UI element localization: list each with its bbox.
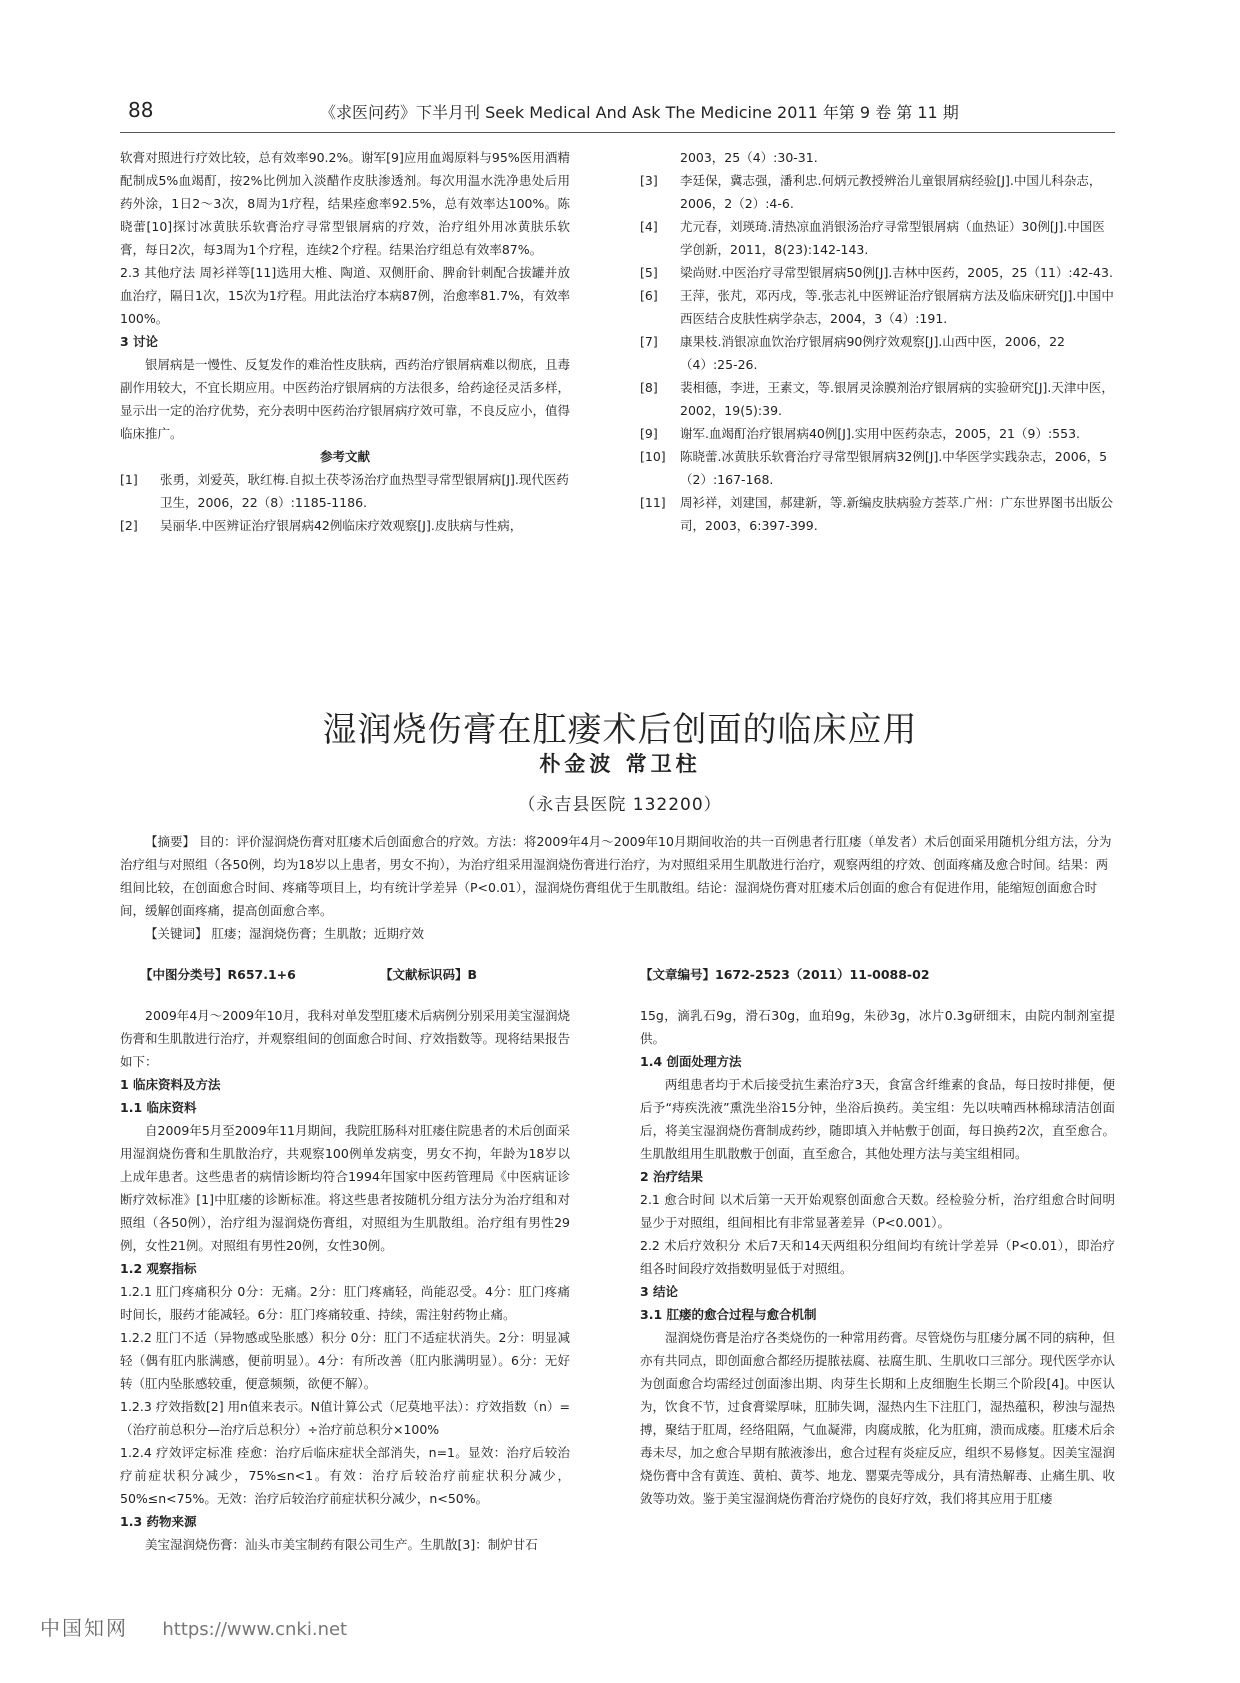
previous-article-right-column: [640, 146, 1115, 537]
reference-text: 谢军.血竭酊治疗银屑病40例[J].实用中医药杂志，2005，21（9）:553.: [680, 426, 1081, 441]
page-footer: [40, 1612, 347, 1641]
article-number: 【文章编号】1672-2523（2011）11-0088-02: [640, 967, 930, 982]
paragraph: 2009年4月～2009年10月，我科对单发型肛瘘术后病例分别采用美宝湿润烧伤膏和生肌散进行治疗，并观察组间的创面愈合时间、疗效指数等。现将结果报告如下：: [120, 1008, 571, 1069]
paragraph: 自2009年5月至2009年11月期间，我院肛肠科对肛瘘住院患者的术后创面采用湿润烧伤膏和生肌散治疗，共观察100例单发病变，男女不拘，年龄为18岁以上成年患者。这些患者的病情诊断均符合1994年国家中医药管理局《中医病证诊断疗效标准》[1]中肛瘘的诊断标准。将这些患者按随机分组方法分为治疗组和对照组（各50例），治疗组为湿润烧伤膏组，对照组为生肌散组。治疗组有男性29例，女性21例。对照组有男性20例，女性30例。: [120, 1123, 570, 1253]
reference-item: [120, 468, 570, 514]
article-affiliation: （永吉县医院 132200）: [518, 795, 722, 815]
reference-text: 裴相德，李进，王素文，等.银屑灵涂膜剂治疗银屑病的实验研究[J].天津中医，2002，19(5):39.: [680, 380, 1114, 418]
reference-item: [640, 330, 1115, 376]
page-header: [120, 96, 1115, 130]
reference-text: 2003，25（4）:30-31.: [680, 150, 818, 165]
reference-number: [5]: [640, 265, 658, 280]
abstract-block: [120, 830, 1115, 945]
reference-item: [640, 376, 1115, 422]
reference-text: 康果枝.消银凉血饮治疗银屑病90例疗效观察[J].山西中医，2006，22（4）:25-26.: [680, 334, 1066, 372]
article-body-right-column: [640, 1004, 1115, 1510]
paragraph: 2.1 愈合时间 以术后第一天开始观察创面愈合天数。经检验分析，治疗组愈合时间明显少于对照组，组间相比有非常显著差异（P<0.001）。: [640, 1192, 1115, 1230]
reference-number: [10]: [640, 449, 666, 464]
keywords-line: 【关键词】 肛瘘；湿润烧伤膏；生肌散；近期疗效: [145, 926, 424, 941]
reference-text: 王萍，张芃，邓丙戌，等.张志礼中医辨证治疗银屑病方法及临床研究[J].中国中西医结合皮肤性病学杂志，2004，3（4）:191.: [680, 288, 1114, 326]
reference-text: 张勇，刘爱英，耿红梅.自拟土茯苓汤治疗血热型寻常型银屑病[J].现代医药卫生，2006，22（8）:1185-1186.: [160, 472, 569, 510]
section-heading: 1.1 临床资料: [120, 1100, 197, 1115]
reference-text: 陈晓蕾.冰黄肤乐软膏治疗寻常型银屑病32例[J].中华医学实践杂志，2006，5（2）:167-168.: [680, 449, 1108, 487]
paragraph: 2.3 其他疗法 周衫祥等[11]选用大椎、陶道、双侧肝俞、脾俞针刺配合拔罐并放血治疗，隔日1次，15次为1疗程。用此法治疗本病87例，治愈率81.7%，有效率100%。: [120, 265, 570, 326]
reference-number: [3]: [640, 173, 658, 188]
reference-number: [9]: [640, 426, 658, 441]
section-heading: 3.1 肛瘘的愈合过程与愈合机制: [640, 1307, 817, 1322]
document-code: 【文献标识码】B: [380, 967, 478, 982]
paragraph: 15g，滴乳石9g，滑石30g，血珀9g，朱砂3g，冰片0.3g研细末，由院内制剂室提供。: [640, 1008, 1115, 1046]
previous-article-left-column: [120, 146, 570, 537]
reference-item: [120, 514, 570, 537]
reference-number: [2]: [120, 518, 138, 533]
reference-text: 李廷保，冀志强，潘利忠.何炳元教授辨治儿童银屑病经验[J].中国儿科杂志，2006，2（2）:4-6.: [680, 173, 1102, 211]
reference-number: [640, 146, 680, 169]
section-heading: 1.4 创面处理方法: [640, 1054, 742, 1069]
reference-number: [1]: [120, 472, 138, 487]
abstract-text: 【摘要】 目的：评价湿润烧伤膏对肛瘘术后创面愈合的疗效。方法：将2009年4月～2009年10月期间收治的共一百例患者行肛瘘（单发者）术后创面采用随机分组方法，分为治疗组与对照组（各50例，均为18岁以上患者，男女不拘），为治疗组采用湿润烧伤膏进行治疗，为对照组采用生肌散进行治疗，观察两组的疗效、创面疼痛及愈合时间。结果：两组间比较，在创面愈合时间、疼痛等项目上，均有统计学差异（P<0.01），湿润烧伤膏组优于生肌散组。结论：湿润烧伤膏对肛瘘术后创面的愈合有促进作用，能缩短创面愈合时间，缓解创面疼痛，提高创面愈合率。: [120, 834, 1112, 918]
reference-item: [640, 146, 1115, 169]
paragraph: 两组患者均于术后接受抗生素治疗3天，食富含纤维素的食品，每日按时排便，便后予“痔疾洗液”熏洗坐浴15分钟，坐浴后换药。美宝组：先以呋喃西林棉球清洁创面后，将美宝湿润烧伤膏制成药纱，随即填入并帖敷于创面，每日换药2次，直至愈合。生肌散组用生肌散敷于创面，直至愈合，其他处理方法与美宝组相同。: [640, 1077, 1115, 1161]
reference-number: [6]: [640, 288, 658, 303]
header-rule: [120, 132, 1115, 133]
paragraph: 银屑病是一慢性、反复发作的难治性皮肤病，西药治疗银屑病难以彻底，且毒副作用较大，不宜长期应用。中医药治疗银屑病的方法很多，给药途径灵活多样，显示出一定的治疗优势，充分表明中医药治疗银屑病疗效可靠，不良反应小，值得临床推广。: [120, 357, 571, 441]
paragraph: 2.2 术后疗效积分 术后7天和14天两组积分组间均有统计学差异（P<0.01），即治疗组各时间段疗效指数明显低于对照组。: [640, 1238, 1115, 1276]
cnki-logo: 中国知网: [40, 1616, 128, 1640]
reference-number: [11]: [640, 495, 666, 510]
reference-text: 周衫祥，刘建国，郝建新，等.新编皮肤病验方荟萃.广州：广东世界图书出版公司，2003，6:397-399.: [680, 495, 1113, 533]
paragraph: 美宝湿润烧伤膏：汕头市美宝制药有限公司生产。生肌散[3]：制炉甘石: [145, 1537, 538, 1552]
article-title: 湿润烧伤膏在肛瘘术后创面的临床应用: [322, 710, 918, 750]
journal-title: 《求医问药》下半月刊 Seek Medical And Ask The Medicine 2011 年第 9 卷 第 11 期: [320, 103, 959, 122]
paragraph: 湿润烧伤膏是治疗各类烧伤的一种常用药膏。尽管烧伤与肛瘘分属不同的病种，但亦有共同点，即创面愈合都经历提脓祛腐、祛腐生肌、生肌收口三部分。现代医学亦认为创面愈合均需经过创面渗出期、肉芽生长期和上皮细胞生长期三个阶段[4]。中医认为，饮食不节，过食膏粱厚味，肛肺失调，湿热内生下注肛门，湿热蕴积，秽浊与湿热搏，聚结于肛周，经络阻隔，气血凝滞，肉腐成脓，化为肛痈，溃而成瘘。肛瘘术后余毒未尽，加之愈合早期有脓液渗出，愈合过程有炎症反应，组织不易修复。因美宝湿润烧伤膏中含有黄连、黄柏、黄芩、地龙、罂粟壳等成分，具有清热解毒、止痛生肌、收敛等功效。鉴于美宝湿润烧伤膏治疗烧伤的良好疗效，我们将其应用于肛瘘: [640, 1330, 1116, 1506]
paragraph: 软膏对照进行疗效比较，总有效率90.2%。谢军[9]应用血竭原料与95%医用酒精配制成5%血竭酊，按2%比例加入淡醋作皮肤渗透剂。每次用温水洗净患处后用药外涂，1日2～3次，8周为1疗程，结果痊愈率92.5%，总有效率达100%。陈晓蕾[10]探讨冰黄肤乐软膏治疗寻常型银屑病的疗效，治疗组外用冰黄肤乐软膏，每日2次，每3周为1个疗程，连续2个疗程。结果治疗组总有效率87%。: [120, 150, 570, 257]
paragraph: 1.2.3 疗效指数[2] 用n值来表示。N值计算公式（尼莫地平法）：疗效指数（n）=（治疗前总积分—治疗后总积分）÷治疗前总积分×100%: [120, 1399, 570, 1437]
reference-item: [640, 445, 1115, 491]
paragraph: 1.2.1 肛门疼痛积分 0分：无痛。2分：肛门疼痛轻，尚能忍受。4分：肛门疼痛时间长，服药才能减轻。6分：肛门疼痛较重、持续，需注射药物止痛。: [120, 1284, 570, 1322]
reference-item: [640, 491, 1115, 537]
section-heading: 3 讨论: [120, 334, 159, 349]
reference-item: [640, 261, 1115, 284]
section-heading: 1 临床资料及方法: [120, 1077, 221, 1092]
clc-number: 【中图分类号】R657.1+6: [140, 967, 296, 982]
article-body-left-column: [120, 1004, 570, 1556]
page-number: 88: [128, 98, 154, 122]
reference-number: [4]: [640, 219, 658, 234]
section-heading: 3 结论: [640, 1284, 679, 1299]
reference-number: [7]: [640, 334, 658, 349]
reference-item: [640, 422, 1115, 445]
section-heading: 1.2 观察指标: [120, 1261, 197, 1276]
section-heading: 1.3 药物来源: [120, 1514, 197, 1529]
references-heading: 参考文献: [319, 449, 370, 464]
reference-item: [640, 169, 1115, 215]
reference-number: [8]: [640, 380, 658, 395]
paragraph: 1.2.4 疗效评定标准 痊愈：治疗后临床症状全部消失，n=1。显效：治疗后较治疗前症状积分减少，75%≤n<1。有效：治疗后较治疗前症状积分减少，50%≤n<75%。无效：治疗后较治疗前症状积分减少，n<50%。: [120, 1445, 570, 1506]
section-heading: 2 治疗结果: [640, 1169, 704, 1184]
reference-text: 尤元春，刘瑛琦.清热凉血消银汤治疗寻常型银屑病（血热证）30例[J].中国医学创新，2011，8(23):142-143.: [680, 219, 1105, 257]
cnki-url[interactable]: https://www.cnki.net: [162, 1619, 348, 1640]
article-authors: 朴金波 常卫柱: [539, 752, 701, 776]
reference-item: [640, 215, 1115, 261]
reference-text: 吴丽华.中医辨证治疗银屑病42例临床疗效观察[J].皮肤病与性病，: [160, 518, 523, 533]
reference-item: [640, 284, 1115, 330]
reference-text: 梁尚财.中医治疗寻常型银屑病50例[J].吉林中医药，2005，25（11）:42-43.: [680, 265, 1113, 280]
paragraph: 1.2.2 肛门不适（异物感或坠胀感）积分 0分：肛门不适症状消失。2分：明显减轻（偶有肛内胀满感，便前明显）。4分：有所改善（肛内胀满明显）。6分：无好转（肛内坠胀感较重，便意频频，欲便不解）。: [120, 1330, 570, 1391]
